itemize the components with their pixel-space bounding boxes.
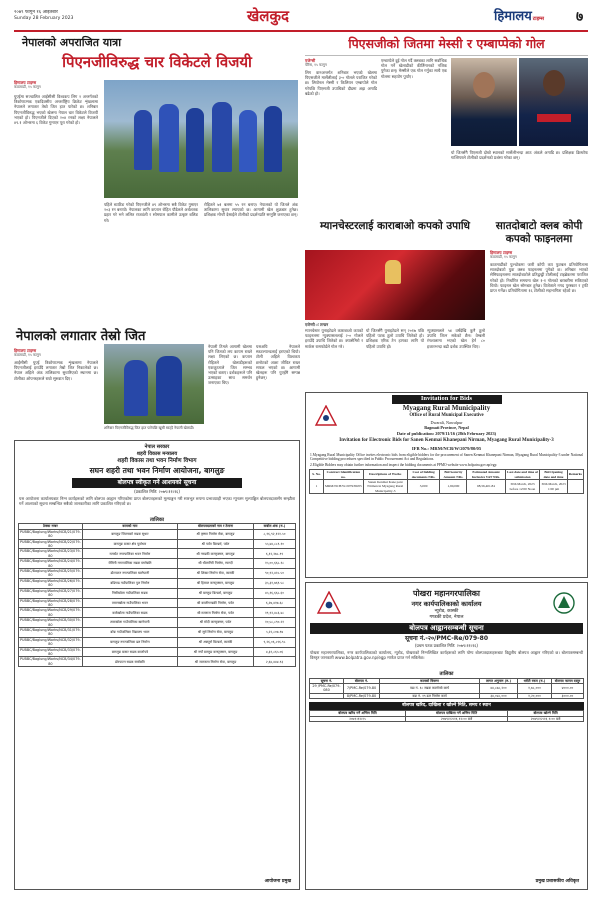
bid-table <box>309 469 584 494</box>
pokhara-dates-table <box>309 710 584 722</box>
bid-table-header <box>310 470 584 480</box>
paper-name: हिमालय <box>494 9 532 24</box>
pokhara-office: नगर कार्यपालिकाको कार्यालय <box>411 599 482 608</box>
col-header: Bid Security Amount NRs. <box>440 470 467 480</box>
table-cell: वडा नं. १९ ढल निर्माण कार्य <box>380 693 480 698</box>
col-header: Estimated Amount Inclusive VAT NRs. <box>467 470 505 480</box>
table-cell: बरेङ गाउँपालिका विद्यालय भवन <box>82 627 177 637</box>
nepal-col3: रोहितले ७१ बलमा ५५ रन बनाए। नेपालको यो जितले अंक तालिकामा सुधार ल्याएको छ। आगामी खेल शुक्रबार हुनेछ। प्रशिक्षक मोन्टी देसाईले टोलीको प्रदर्शनप्रति सन्तुष्टि जनाएका छन्। <box>204 202 298 218</box>
nepal-byline-place: काठमाडौं, १५ फागुन <box>14 85 41 90</box>
table-cell: 7/PMC-Re/079-80 <box>344 684 380 694</box>
cricket2-photo <box>104 344 204 424</box>
table-row <box>19 529 296 539</box>
col-header: बोलपत्रदाताको नाम र ठेगाना <box>178 524 254 529</box>
player-figure <box>264 106 282 172</box>
pokhara-pubdate: (प्रथम पटक प्रकाशित मिति: २०७९।११।१६) <box>415 643 478 649</box>
pokhara-title-bar: बोलपत्र आह्वानसम्बन्धी सूचना <box>310 623 583 634</box>
copy-cup-byline-name: हिमालय टाइम्स <box>490 250 513 255</box>
table-cell: PUBBC/Baglung/Works/NCB/23/079-80 <box>20 549 81 558</box>
table-row <box>310 693 584 698</box>
bid-title: Invitation for Electronic Bids for Sanen Kenmai Khanepani Nirman, Myagang Rural Municipality-3 <box>339 437 554 443</box>
table-cell: ५,२२,८०७.९७ <box>254 627 296 637</box>
col-header: लागत अनुमान (रु.) <box>480 678 518 683</box>
table-cell <box>567 479 583 493</box>
table-cell: श्री कृष्णा निर्माण सेवा, बागलुङ <box>178 529 254 539</box>
table-cell: काठेखोला गाउँपालिका सडक <box>82 608 177 618</box>
nepal-team-photo <box>104 80 298 198</box>
player-head <box>473 72 495 98</box>
table-cell: १९,९२,४८६.४८ <box>254 608 296 618</box>
bid-sub1: Office of Rural Municipal Executive <box>409 413 484 419</box>
city-logo-icon <box>551 591 577 615</box>
table-cell: ४४,८७८,२०० <box>480 684 518 694</box>
table-cell: 30th March, 2023 1:00 pm <box>540 479 567 493</box>
table-cell: श्री जलजला निर्माण सेवा, बागलुङ <box>178 657 254 667</box>
notice-office: सघन शहरी तथा भवन निर्माण आयोजना, बागलुङ <box>89 466 225 476</box>
table-cell: २०७९।१२।१६ १:०० बजे <box>508 716 584 721</box>
table-row <box>19 608 296 618</box>
trophy-icon <box>385 260 401 284</box>
pokhara-signature: प्रमुख प्रशासकीय अधिकृत <box>535 878 579 884</box>
psg-story <box>305 36 588 216</box>
header-date <box>14 10 73 22</box>
table-row <box>19 539 296 549</box>
pokhara-table <box>309 678 584 700</box>
table-cell: ८,१६,९२,१२१.५० <box>254 529 296 539</box>
copy-cup-headline: सातदोबाटो क्लब कोपी कपको फाइनलमा <box>495 220 583 245</box>
cricket2-byline-name: हिमालय टाइम्स <box>14 348 37 353</box>
table-cell: १५,००,६६८.१८ <box>254 559 296 569</box>
col-header: Remarks <box>567 470 583 480</box>
table-cell: ९०,९२,४१८.५० <box>254 569 296 579</box>
table-cell: २,६४,४४४.९३ <box>254 657 296 667</box>
table-cell: बागलुङ जिल्लाको सडक सुधार <box>82 529 177 539</box>
col-header: S. No. <box>310 470 324 480</box>
col-header: बोलपत्र फाराम दस्तुर <box>552 678 584 683</box>
table-cell: बागलुङ बजार सडक कालोपत्रे <box>82 647 177 657</box>
nepal-col2: पहिले ब्याटिङ गरेको पिएनजीले ४९ ओभरमा सबै विकेट गुमाएर २०३ रन बनायो। नेपालका लागि कप्तान रोहित पौडेलले अर्धशतक प्रहार गरे भने ललित राजवंशी र सोमपाल कामीले उत्कृष्ट बलिङ गरे। <box>104 202 198 223</box>
table-row <box>19 647 296 657</box>
notice-signature: आयोजना प्रमुख <box>264 878 291 884</box>
table-cell: श्री नयाँ बाग्लुङ कन्स्ट्रक्सन, बागलुङ <box>178 647 254 657</box>
table-row <box>19 627 296 637</box>
bid-ifb: IFB No.: MRM/NCB/W/2079/80/05 <box>411 445 482 451</box>
table-cell: निसीखोला गाउँपालिका सडक <box>82 588 177 598</box>
col-header: कामको नाम <box>82 524 177 529</box>
emblem-icon <box>314 405 338 427</box>
bid-sub3: Bagmati Province, Nepal <box>424 425 469 431</box>
table-row <box>19 637 296 647</box>
cup-col3: न्युक्यासलले ५४ वर्षदेखि कुनै ठूलो उपाधि जित्न सकेको छैन। वेम्बली रंगशालामा भएको खेल हेर्न ८० हजारभन्दा बढी दर्शक उपस्थित थिए। <box>427 328 485 349</box>
pokhara-notice <box>305 582 588 890</box>
player-figure <box>156 356 182 416</box>
table-cell: ४,३१,८६५.०६ <box>254 647 296 657</box>
col-header: कामको विवरण <box>380 678 480 683</box>
psg-byline-name: एजेन्सी <box>305 58 316 63</box>
table-cell: २०७९।१२।१५ <box>310 716 406 721</box>
table-cell: श्री कालीगण्डकी निर्माण, पर्वत <box>178 598 254 608</box>
table-row <box>19 598 296 608</box>
table-cell: ३४,०४८,००० <box>480 693 518 698</box>
table-cell: PUBBC/Baglung/Works/NCB/24/079-80 <box>20 559 81 568</box>
notice-org: नेपाल सरकार <box>144 444 170 450</box>
table-cell: श्री पर्वत बिल्डर्स, पर्वत <box>178 539 254 549</box>
cricket2-col4: यसअघि नेपालले स्कटल्यान्डलाई हराएको थियो। टोली अहिले विश्वकप छनोटको आशा जीवित राख्न सफल भएको छ। आगामी खेलहरू पनि युएईमै सम्पन्न हुनेछन्। <box>256 344 300 381</box>
player-figure <box>134 110 152 170</box>
table-cell: ६,२७,४१७.६८ <box>254 598 296 608</box>
bid-body2: 2.Eligible Bidders may obtain further information and inspect the bidding documents at PPMO website www.bolpatra.gov.np/egp <box>310 462 497 467</box>
table-cell: PUBBC/Baglung/Works/NCB/21/079-80 <box>20 529 81 539</box>
table-cell: PUBBC/Baglung/Works/NCB/27/079-80 <box>20 588 81 598</box>
cup-col1: म्यानचेस्टर युनाइटेडले काराबाओ कपको फाइनलमा न्युक्यासललाई २-० गोलले हराउँदै उपाधि जितेको छ। क्यासेमिरो र मार्कस रासफोर्डले गोल गरे। <box>305 328 363 349</box>
table-cell: ढोरपाटन सडक स्तरोन्नति <box>82 657 177 667</box>
notice-table-caption: तालिका <box>150 516 164 523</box>
col-header: बोलपत्र दाखिला गर्ने अन्तिम मिति <box>406 711 508 716</box>
baglung-notice <box>14 440 300 890</box>
table-cell: १०,५८,८९०.२१ <box>254 618 296 628</box>
table-cell: श्री अन्नपूर्ण बिल्डर्स, कास्की <box>178 637 254 647</box>
table-cell: PUBBC/Baglung/Works/NCB/22/079-80 <box>20 539 81 549</box>
col-header: Last date and time of submission <box>507 470 538 479</box>
cup-celebration-photo <box>305 250 485 320</box>
col-header: बोलपत्र खोल्ने मिति <box>508 711 584 716</box>
col-header: Descriptions of Works <box>363 470 407 480</box>
player-figure <box>159 104 179 172</box>
notice-pubdate: (प्रकाशित मिति: २०७९।११।१६) <box>134 489 180 495</box>
table-cell: 30th March, 2023 before 12:00 Noon <box>505 479 540 493</box>
table-cell: ३५,३१,७६९.५८ <box>254 578 296 588</box>
award-table <box>18 523 296 667</box>
table-cell: श्री मोदी कन्स्ट्रक्सन, पर्वत <box>178 618 254 628</box>
player-figure <box>212 102 232 172</box>
table-row <box>310 479 584 493</box>
table-cell: 68,56,401.84 <box>467 479 505 493</box>
copy-cup-body: काठमाडौंको पुल्चोकमा जारी कोपी कप फुटबल प्रतियोगितामा सातदोबाटो युवा क्लब फाइनलमा पुगेको छ। शनिबार भएको सेमिफाइनलमा सातदोबाटोले प्रतिद्वन्द्वी टोलीलाई टाइब्रेकरमा पराजित गरेको हो। निर्धारित समयमा खेल १-१ गोलको बराबरीमा सकिएको थियो। फाइनल खेल सोमबार हुनेछ। विजेताले नगद पुरस्कार र ट्रफी प्राप्त गर्नेछ। प्रतियोगितामा १६ टोलीको सहभागिता रहेको छ। <box>490 262 588 294</box>
cricket2-byline <box>14 348 98 358</box>
bid-org: Myagang Rural Municipality <box>402 403 491 412</box>
date-english: Sunday 28 February 2023 <box>14 16 74 22</box>
psg-byline-place: पेरिस, १५ फागुन <box>305 63 327 68</box>
mbappe-photo <box>519 58 588 146</box>
col-header: धरौटी रकम (रु.) <box>518 678 552 683</box>
cup-col2: यो जितसँगै युनाइटेडले सन् २०१७ पछि पहिलो पटक ठूलो उपाधि जितेको हो। प्रशिक्षक एरिक टेन हागका लागि यो पहिलो उपाधि हो। <box>366 328 424 349</box>
table-cell: MRM/NCB/W/2079/80/05 <box>324 479 364 493</box>
table-cell: 8/PMC-Re/079-80 <box>344 693 380 698</box>
table-cell: 3,000 <box>407 479 440 493</box>
psg-col2: एम्बाप्पेले दुई गोल गर्दै क्लबका लागि सर्वाधिक गोल गर्ने खेलाडीको कीर्तिमानको नजिक पुगेका छन्। मेस्सीले एक गोल गर्नुका साथै एक गोलमा सहयोग पुर्याए। <box>381 58 447 79</box>
section-label: खेलकुद <box>247 7 289 25</box>
table-cell: ४०००.०० <box>552 684 584 694</box>
bid-body: 1.Myagang Rural Municipality Office invites electronic bids from eligible bidders for the procurement of Sanen Kenmai Khanepani Nirman, Myagang Rural Municipality-3 under National Competitive bidding procedures specified in Public Procurement Act and Regulations. <box>310 452 583 462</box>
table-cell: 1 <box>310 479 324 493</box>
table-cell: वडा नं. १८ सडक कालोपत्रे कार्य <box>380 684 480 694</box>
nepal-kicker: नेपालको अपराजित यात्रा <box>22 36 122 49</box>
col-header: सूचना नं. <box>310 678 344 683</box>
table-row <box>19 657 296 667</box>
pokhara-dates-title: बोलपत्र खरिद, दाखिला र खोल्ने मिति, समय र स्थान <box>309 702 584 710</box>
nepal-byline-name: हिमालय टाइम्स <box>14 80 37 85</box>
cup-story <box>305 220 485 390</box>
dates-table-header <box>310 711 584 716</box>
bid-sub2: Dwarali, Nawalpur <box>430 419 463 425</box>
pokhara-body: पोखरा महानगरपालिका, नगर कार्यपालिकाको कार्यालय, न्युरोड, पोखराको निम्नलिखित कार्यहरूको लागि योग्य बोलपत्रदाताहरूबाट विद्युतीय बोलपत्र आह्वान गरिएको छ। बोलपत्रसम्बन्धी विस्तृत जानकारी www.bolpatra.gov.np/egp मार्फत प्राप्त गर्न सकिनेछ। <box>310 649 583 661</box>
cup-caption: एजेन्सी ः लन्डन <box>305 322 329 327</box>
myagang-notice <box>305 392 588 578</box>
date-nepali: २०७९ फागुन १६ आइतबार <box>14 10 58 15</box>
table-cell: बागलुङ बजार क्षेत्र पूर्वाधार <box>82 539 177 549</box>
table-cell: ४५,१६,६६८.६० <box>254 588 296 598</box>
table-cell <box>310 693 344 698</box>
psg-byline <box>305 58 377 68</box>
col-header: बोलपत्र नं. <box>344 678 380 683</box>
col-header: कबोल अंक (रु.) <box>254 524 296 529</box>
table-cell: गल्कोट नगरपालिका भवन निर्माण <box>82 549 177 559</box>
col-header: Bid Opening date and time <box>540 470 567 480</box>
table-cell: PUBBC/Baglung/Works/NCB/28/079-80 <box>20 598 81 607</box>
table-cell: श्री सूर्य निर्माण सेवा, बागलुङ <box>178 627 254 637</box>
table-cell: PUBBC/Baglung/Works/NCB/30/079-80 <box>20 618 81 627</box>
cricket2-col1: आईसीसी युएई त्रिकोणात्मक शृंखलामा नेपालले पिएनजीलाई हराउँदै लगातार तेस्रो जित निकालेको छ। नेपाल अहिले अंक तालिकामा सुधारिएको स्थानमा छ। टोलीका ओपनरहरूले राम्रो सुरुवात दिए। <box>14 360 98 381</box>
table-cell: श्री गण्डकी कन्स्ट्रक्सन, बागलुङ <box>178 549 254 559</box>
psg-headline: पिएसजीको जितमा मेस्सी र एम्बाप्पेको गोल <box>305 36 588 56</box>
table-cell: PUBBC/Baglung/Works/NCB/32/079-80 <box>20 637 81 647</box>
table-cell: PUBBC/Baglung/Works/NCB/29/079-80 <box>20 608 81 617</box>
emblem-icon <box>316 591 342 615</box>
table-cell: Sanen Kenmai Kane pani Nirman in Myagang Rural Municipality-3 <box>363 479 407 493</box>
pokhara-address: न्युरोड, कास्की <box>434 608 459 614</box>
table-cell: 29 /PMC-Re/079-080 <box>310 684 344 694</box>
nepal-headline: पिएनजीविरुद्ध चार विकेटले विजयी <box>62 52 252 71</box>
table-row <box>19 578 296 588</box>
table-cell: १,२०,००० <box>518 693 552 698</box>
cricket2-story <box>14 328 300 436</box>
pokhara-notice-no: सूचना नं.-२०/PMC-Re/079-80 <box>404 635 488 643</box>
table-cell: 1,90,000 <box>440 479 467 493</box>
player-figure <box>186 108 204 172</box>
notice-ministry: शहरी विकास मन्त्रालय <box>136 450 178 457</box>
cricket2-headline: नेपालको लगातार तेस्रो जित <box>16 329 146 344</box>
col-header: Cost of bidding documents NRs. <box>407 470 440 480</box>
table-cell: बागलुङ नगरपालिका ढल निर्माण <box>82 637 177 647</box>
table-row <box>19 559 296 569</box>
table-cell: १,७८,००० <box>518 684 552 694</box>
jersey-text <box>537 114 571 122</box>
table-cell: PUBBC/Baglung/Works/NCB/33/079-80 <box>20 647 81 656</box>
table-cell: PUBBC/Baglung/Works/NCB/25/079-80 <box>20 569 81 578</box>
messi-photo <box>451 58 517 146</box>
psg-col3: यो जितसँगै पिएसजी दोस्रो स्थानको मार्सेलीभन्दा आठ अंकले अगाडि छ। प्रशिक्षक क्रिस्टोफ गाल्टियरले टोलीको प्रदर्शनको प्रशंसा गरेका छन्। <box>451 150 588 161</box>
nepal-byline <box>14 80 98 90</box>
bid-pubdate: Date of publication: 2079/11/16 (28th February 2023) <box>396 431 497 437</box>
player-figure <box>124 360 148 416</box>
table-cell: ६,१२,२७८.९९ <box>254 549 296 559</box>
player-head <box>543 70 565 96</box>
table-cell: २०७९।१२।१६ १२:०० बजे <box>406 716 508 721</box>
copy-cup-byline <box>490 250 588 260</box>
col-header: बोलपत्र खरिद गर्ने अन्तिम मिति <box>310 711 406 716</box>
cup-headline: म्यानचेस्टरलाई काराबाओ कपको उपाधि <box>319 220 471 232</box>
psg-col1: लिग वानअन्तर्गत शनिबार भएको खेलमा पिएसजीले मार्सेलीलाई ३-० गोलले पराजित गरेको छ। लियोनल मेस्सी र किलियन एम्बाप्पेले गोल गरेपछि पिएसजी उपाधिको दौडमा अझ अगाडि बढेको हो। <box>305 70 377 96</box>
table-cell: PUBBC/Baglung/Works/NCB/26/079-80 <box>20 578 81 588</box>
table-cell: ढोरपाटन नगरपालिका खानेपानी <box>82 569 177 579</box>
table-cell: PUBBC/Baglung/Works/NCB/31/079-80 <box>20 627 81 637</box>
table-cell: श्री हिमाल कन्स्ट्रक्सन, बागलुङ <box>178 578 254 588</box>
table-cell: श्री धौलागिरी निर्माण, म्याग्दी <box>178 559 254 569</box>
nepal-col1: युएईमा सञ्चालित आईसीसी विश्वकप लिग २ अन्तर्गतको त्रिकोणात्मक एकदिवसीय अन्तर्राष्ट्रिय क्रिकेट शृंखलामा नेपालले लगातार तेस्रो जित हात पारेको छ। शनिबार पिएनजीविरुद्ध भएको खेलमा नेपाल चार विकेटले विजयी भएको हो। पिएनजीले दिएको २०४ रनको लक्ष्य नेपालले ४९.१ ओभरमा ६ विकेट गुमाएर पूरा गरेको हो। <box>14 94 98 126</box>
cricket2-byline-place: काठमाडौं, १५ फागुन <box>14 353 41 358</box>
pokhara-province: गण्डकी प्रदेश, नेपाल <box>429 614 464 620</box>
cricket2-caption: शनिबार पिएनजीविरुद्ध जित हात पारेपछि खुसी साट्दै नेपाली खेलाडी। <box>104 426 195 430</box>
cricket2-col3: नेपाली टिमले आगामी खेलमा पनि जितको लय कायम राख्ने लक्ष्य लिएको छ। कप्तान रोहितले खेलाडीहरूको एकजुटताले जित सम्भव भएको बताए। दर्शकहरूले पनि उत्साहका साथ समर्थन जनाएका थिए। <box>208 344 252 386</box>
pokhara-table-caption: तालिका <box>439 670 454 677</box>
page-number: ७ <box>576 9 584 25</box>
table-cell: जैमिनी नगरपालिका सडक स्तरोन्नति <box>82 559 177 569</box>
table-cell: तमानखोला गाउँपालिका भवन <box>82 598 177 608</box>
notice-title-bar: बोलपत्र स्वीकृत गर्ने आशयको सूचना <box>72 478 242 488</box>
table-row <box>310 716 584 721</box>
nepal-story <box>14 36 300 328</box>
notice-intro: यस आयोजना कार्यालयबाट निम्न कार्यहरूको लागि बोलपत्र आह्वान गरिएकोमा प्राप्त बोलपत्रहरूको मूल्याङ्कन गरी सारभूत रूपमा प्रभावग्राही भएका न्यूनतम मूल्याङ्कित बोलपत्रदातासँग सम्झौता गर्ने आशयको सूचना सम्बन्धित सबैको जानकारीका लागि प्रकाशित गरिएको छ। <box>19 495 295 506</box>
table-row <box>19 569 296 579</box>
paper-logo <box>494 8 544 26</box>
table-cell: PUBBC/Baglung/Works/NCB/34/079-80 <box>20 657 81 666</box>
table-cell: श्री शिखर निर्माण सेवा, कास्की <box>178 569 254 579</box>
copy-cup-byline-place: काठमाडौं, १५ फागुन <box>490 255 517 260</box>
col-header: Contract Identification no. <box>324 470 364 480</box>
bid-banner: Invitation for Bids <box>392 395 502 404</box>
table-cell: ताराखोला गाउँपालिका खानेपानी <box>82 618 177 628</box>
table-cell: बडिगाड गाउँपालिका पुल निर्माण <box>82 578 177 588</box>
table-cell: ९,२६,०६,८९६.९८ <box>254 637 296 647</box>
copy-cup-story <box>490 220 588 390</box>
notice-dept: शहरी विकास तथा भवन निर्माण विभाग <box>117 457 197 464</box>
table-row <box>310 684 584 694</box>
col-header: ठेक्का नम्बर <box>19 524 83 529</box>
table-cell: ५५,४४,८८९.१० <box>254 539 296 549</box>
player-figure <box>239 110 257 172</box>
table-row <box>19 549 296 559</box>
table-cell: श्री मल्लाज निर्माण सेवा, पर्वत <box>178 608 254 618</box>
pokhara-org: पोखरा महानगरपालिका <box>413 589 480 598</box>
table-row <box>19 618 296 628</box>
table-row <box>19 588 296 598</box>
page-header <box>14 6 588 32</box>
table-cell: ३०००.०० <box>552 693 584 698</box>
paper-tag: टाइम्स <box>532 16 545 22</box>
table-cell: श्री बाग्लुङ बिल्डर्स, बागलुङ <box>178 588 254 598</box>
